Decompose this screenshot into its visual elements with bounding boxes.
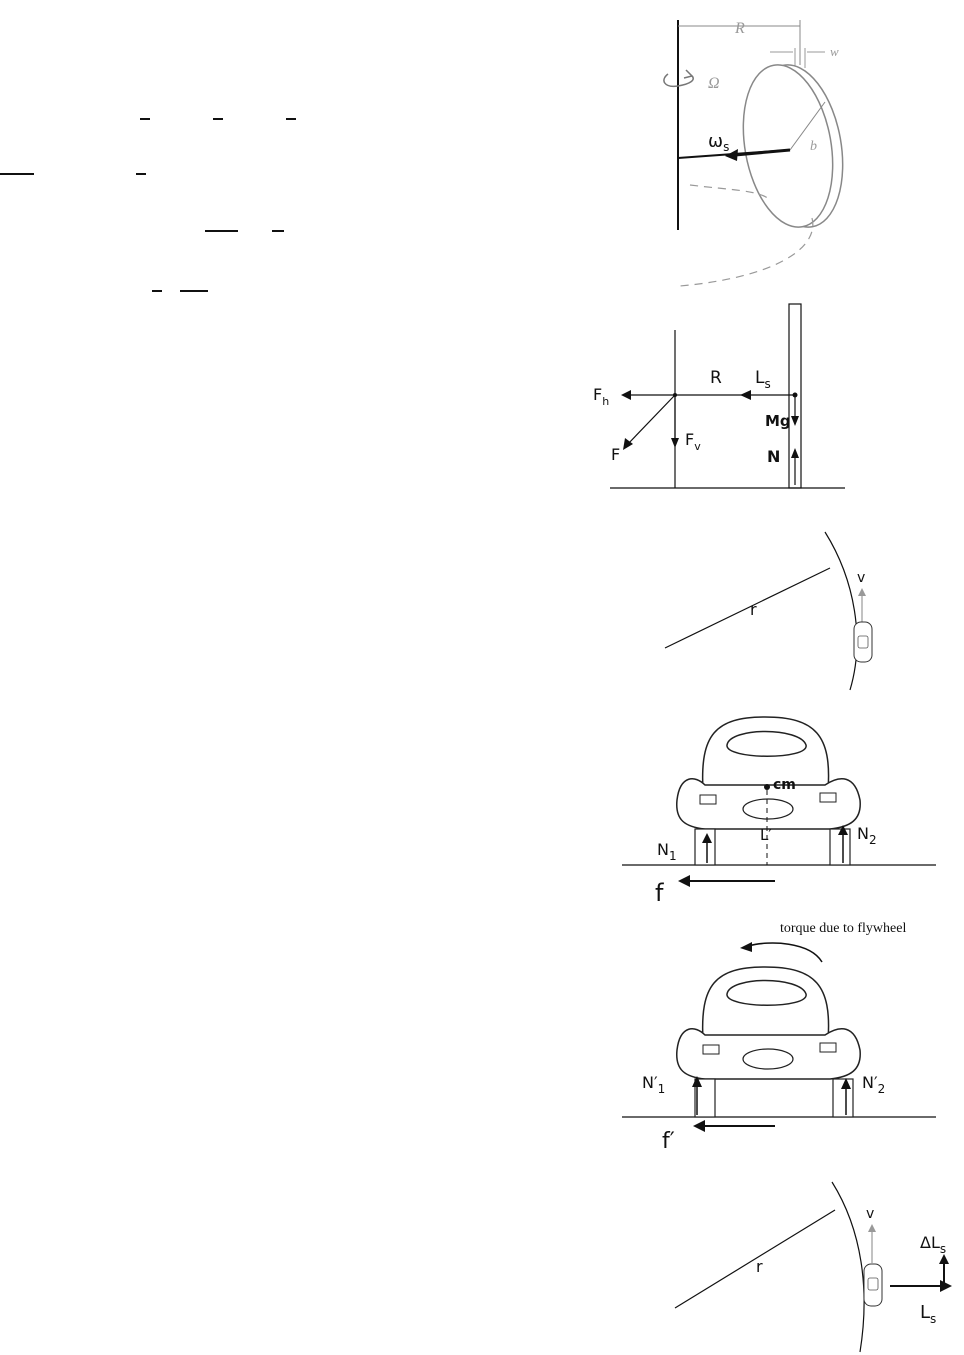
force-label: F [611,445,621,464]
radius-label: R [735,20,745,37]
normal-force-2-label: $N_2$ [857,824,877,847]
normal-force-label: N [767,447,781,466]
friction-label: f [655,879,664,907]
force-horizontal-label: $F_h$ [593,385,610,408]
radius-label: R [710,368,722,388]
wheel-radius-label: b [810,139,817,154]
normal-force-2-prime-label: $N'_2$ [862,1073,886,1096]
turn-top-view [600,530,960,695]
omega-label: Ω [708,75,720,92]
velocity-label: v [857,570,866,586]
spin-velocity-label: $\omega_s$ [708,131,730,154]
angular-momentum-label: $L_s$ [755,368,771,391]
cm-height-label: L′ [760,826,772,844]
turn-radius-label: r [750,600,757,619]
force-vertical-label: $F_v$ [685,430,701,453]
normal-force-1-label: $N_1$ [657,840,677,863]
angular-momentum-label: $L_s$ [920,1302,937,1326]
center-of-mass-label: cm [773,777,796,793]
normal-force-1-prime-label: $N'_1$ [642,1073,666,1096]
turn-radius-label: r [756,1257,763,1276]
flywheel-diagram [620,10,860,300]
weight-label: Mg [765,412,791,430]
width-label: w [830,44,839,59]
delta-momentum-label: $\Delta L_s$ [920,1233,947,1256]
car-rear-view [600,705,960,910]
car-rear-torque-view [600,912,960,1157]
torque-caption: torque due to flywheel [780,921,907,936]
friction-prime-label: f′ [662,1129,675,1154]
turn-momentum-view [600,1180,964,1355]
force-diagram [585,300,855,495]
velocity-label: v [866,1206,875,1222]
